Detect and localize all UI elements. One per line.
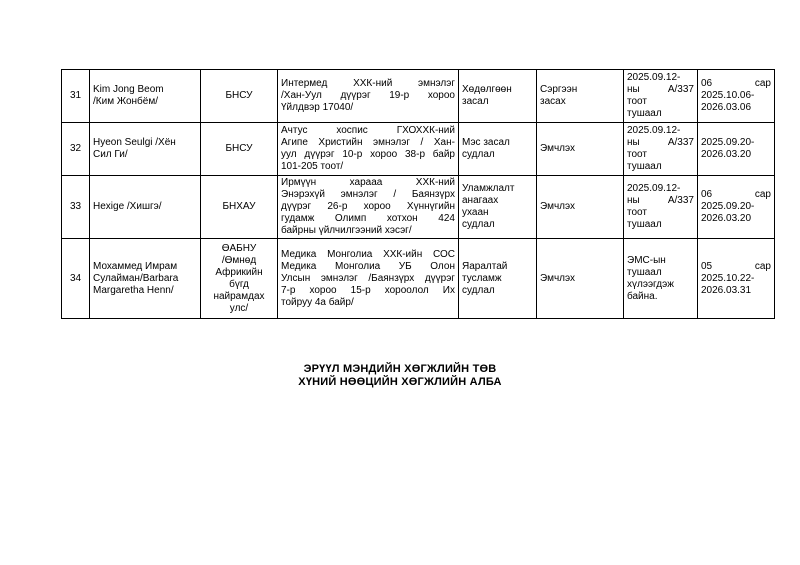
- cell-word: /: [420, 137, 424, 148]
- cell-word: Баянзүрх: [411, 189, 455, 200]
- cell-line: [281, 125, 455, 137]
- cell-line: Мэс засал: [462, 137, 510, 148]
- cell-line: Эмчлэх: [540, 143, 575, 154]
- cell-line: тусламж: [462, 272, 502, 284]
- cell-line: 2025.09.12-: [627, 125, 681, 136]
- cell-word: Монголиа: [334, 260, 381, 272]
- term-cell: [698, 123, 775, 176]
- cell-word: УБ: [398, 260, 412, 272]
- cell-word: Ирмүүн: [281, 177, 317, 188]
- cell-line: Уламжлалт: [462, 183, 515, 194]
- nationality-cell: [201, 123, 278, 176]
- cell-line: Хөдөлгөөн: [462, 84, 512, 95]
- cell-line: Үйлдвэр 17040/: [281, 102, 354, 113]
- cell-line: 2025.10.22-: [701, 272, 755, 284]
- cell-line: байрны үйлчилгээний хэсэг/: [281, 225, 412, 236]
- cell-line: [281, 213, 455, 225]
- cell-word: 38-р: [405, 149, 426, 160]
- cell-word: хороолол: [384, 284, 429, 296]
- row-number-cell: 31: [62, 70, 90, 123]
- specialty-cell: [459, 70, 537, 123]
- cell-word: ны: [627, 195, 640, 206]
- cell-line: Яаралтай: [462, 260, 508, 272]
- order-cell: [624, 123, 698, 176]
- cell-line: 2025.09.20-: [701, 201, 755, 212]
- cell-word: байр: [432, 149, 455, 160]
- cell-word: /: [393, 189, 397, 200]
- specialty-cell: [459, 239, 537, 319]
- cell-line: [281, 189, 455, 201]
- cell-line: Африкийн: [215, 266, 263, 278]
- cell-line: БНХАУ: [222, 201, 256, 212]
- name-cell: [90, 123, 201, 176]
- cell-line: Margaretha Henn/: [93, 284, 174, 296]
- cell-line: [701, 189, 771, 201]
- cell-line: [281, 137, 455, 149]
- cell-word: гудамж: [281, 213, 315, 224]
- cell-word: А/337: [667, 195, 694, 206]
- cell-word: дүүрэг: [281, 201, 312, 212]
- cell-word: хороо: [370, 149, 398, 160]
- activity-cell: [537, 239, 624, 319]
- order-cell: [624, 176, 698, 239]
- cell-line: судлал: [462, 284, 495, 296]
- cell-line: Kim Jong Beom: [93, 84, 164, 95]
- cell-line: [281, 285, 455, 297]
- cell-word: ХХК-ийн: [383, 248, 423, 260]
- table-row: [62, 239, 775, 319]
- cell-word: 19-р: [389, 90, 410, 101]
- cell-word: уул: [281, 149, 297, 160]
- cell-word: А/337: [667, 137, 694, 148]
- cell-line: Hyeon Seulgi /Хён: [93, 137, 176, 148]
- cell-word: ны: [627, 137, 640, 148]
- cell-word: сар: [754, 189, 771, 200]
- cell-word: Хан-: [433, 137, 455, 148]
- cell-line: Эмчлэх: [540, 201, 575, 212]
- cell-line: [281, 273, 455, 285]
- activity-cell: [537, 123, 624, 176]
- name-cell: [90, 70, 201, 123]
- organization-cell: [278, 70, 459, 123]
- cell-line: 2025.10.06-: [701, 90, 755, 101]
- cell-word: 06: [701, 78, 713, 89]
- cell-word: хороо: [363, 201, 391, 212]
- name-cell: [90, 176, 201, 239]
- cell-word: 424: [438, 213, 455, 224]
- cell-word: харааа: [349, 177, 383, 188]
- cell-word: эмнэлэг: [340, 189, 378, 200]
- cell-line: анагаах: [462, 195, 499, 206]
- cell-line: 101-205 тоот/: [281, 161, 344, 172]
- order-cell: [624, 239, 698, 319]
- cell-line: [281, 90, 455, 102]
- cell-word: Хүннүгийн: [406, 201, 455, 212]
- cell-line: ӨАБНУ: [221, 242, 257, 254]
- registration-table: [61, 69, 775, 319]
- cell-line: Hexige /Хишгэ/: [93, 201, 162, 212]
- cell-line: тушаал: [627, 266, 662, 278]
- nationality-cell: [201, 70, 278, 123]
- cell-word: хороо: [427, 90, 455, 101]
- cell-line: Сэргээн: [540, 84, 578, 95]
- cell-line: тойруу 4а байр/: [281, 296, 354, 308]
- organization-cell: [278, 176, 459, 239]
- term-cell: [698, 70, 775, 123]
- order-cell: [624, 70, 698, 123]
- cell-line: [701, 261, 771, 273]
- footer-org-name: ЭРҮҮЛ МЭНДИЙН ХӨГЖЛИЙН ТӨВ: [303, 363, 497, 375]
- cell-word: ны: [627, 84, 640, 95]
- cell-word: ХХК-ний: [353, 78, 393, 89]
- cell-word: Медика: [281, 248, 317, 260]
- cell-word: СОС: [432, 248, 455, 260]
- cell-line: тоот: [627, 207, 647, 218]
- cell-word: хороо: [309, 284, 337, 296]
- cell-line: [281, 201, 455, 213]
- cell-line: Сулайман/Barbara: [93, 272, 179, 284]
- activity-cell: [537, 70, 624, 123]
- activity-cell: [537, 176, 624, 239]
- cell-word: Олимп: [334, 213, 367, 224]
- nationality-cell: [201, 176, 278, 239]
- nationality-cell: [201, 239, 278, 319]
- cell-line: 2025.09.20-: [701, 137, 755, 148]
- cell-word: хотхон: [386, 213, 418, 224]
- cell-line: тушаал: [627, 161, 662, 172]
- table-row: [62, 176, 775, 239]
- cell-line: 2026.03.20: [701, 213, 752, 224]
- cell-word: ХХК-ний: [415, 177, 455, 188]
- cell-line: Эмчлэх: [540, 272, 575, 284]
- cell-line: судлал: [462, 149, 495, 160]
- cell-line: БНСУ: [225, 90, 253, 101]
- cell-line: судлал: [462, 219, 495, 230]
- cell-word: эмнэлэг: [418, 78, 455, 89]
- cell-word: ГХОХХК-ний: [396, 125, 455, 136]
- cell-word: Олон: [430, 260, 455, 272]
- cell-line: тоот: [627, 96, 647, 107]
- cell-word: сар: [754, 78, 771, 89]
- cell-line: Мохаммед Имрам: [93, 260, 178, 272]
- cell-word: 26-р: [327, 201, 348, 212]
- cell-line: [627, 137, 694, 149]
- cell-word: дүүрэг: [304, 149, 335, 160]
- cell-word: 05: [701, 260, 713, 272]
- cell-line: тушаал: [627, 219, 662, 230]
- cell-line: БНСУ: [225, 143, 253, 154]
- cell-word: Медика: [281, 260, 317, 272]
- cell-line: /Өмнөд: [221, 254, 257, 266]
- cell-word: сар: [754, 260, 771, 272]
- footer-department-name: ХҮНИЙ НӨӨЦИЙН ХӨГЖЛИЙН АЛБА: [298, 376, 502, 388]
- cell-line: [701, 78, 771, 90]
- cell-word: дүүрэг: [340, 90, 371, 101]
- cell-line: ухаан: [462, 207, 489, 218]
- cell-line: 2026.03.20: [701, 149, 752, 160]
- term-cell: [698, 176, 775, 239]
- cell-line: улс/: [229, 302, 249, 314]
- row-number-cell: 32: [62, 123, 90, 176]
- cell-line: 2026.03.31: [701, 284, 752, 296]
- cell-word: 10-р: [342, 149, 363, 160]
- cell-word: эмнэлэг: [373, 137, 411, 148]
- cell-word: /Баянзүрх: [368, 272, 415, 284]
- cell-line: [281, 177, 455, 189]
- specialty-cell: [459, 123, 537, 176]
- term-cell: [698, 239, 775, 319]
- cell-word: Агипе: [281, 137, 308, 148]
- cell-word: 7-р: [281, 284, 296, 296]
- cell-word: Интермед: [281, 78, 328, 89]
- table-row: [62, 70, 775, 123]
- cell-line: [281, 261, 455, 273]
- cell-word: /Хан-Уул: [281, 90, 322, 101]
- name-cell: [90, 239, 201, 319]
- organization-cell: [278, 123, 459, 176]
- cell-word: дүүрэг: [424, 272, 455, 284]
- cell-line: [281, 78, 455, 90]
- row-number-cell: 33: [62, 176, 90, 239]
- cell-line: [627, 84, 694, 96]
- cell-word: Их: [442, 284, 455, 296]
- cell-word: А/337: [667, 84, 694, 95]
- cell-line: бүгд: [229, 278, 249, 290]
- table-row: [62, 123, 775, 176]
- cell-word: Христийн: [318, 137, 363, 148]
- cell-line: байна.: [627, 290, 658, 302]
- cell-line: ЭМС-ын: [627, 254, 666, 266]
- cell-word: Ачтус: [281, 125, 308, 136]
- cell-line: тушаал: [627, 108, 662, 119]
- cell-line: 2025.09.12-: [627, 72, 681, 83]
- cell-word: Энэрэхүй: [281, 189, 325, 200]
- cell-line: /Ким Жонбём/: [93, 96, 158, 107]
- cell-line: хүлээгдэж: [627, 278, 674, 290]
- cell-line: Сил Ги/: [93, 149, 128, 160]
- cell-line: засал: [462, 96, 489, 107]
- cell-line: тоот: [627, 149, 647, 160]
- cell-line: [281, 149, 455, 161]
- cell-word: Улсын: [281, 272, 311, 284]
- cell-word: эмнэлэг: [320, 272, 358, 284]
- cell-line: [627, 195, 694, 207]
- cell-line: 2026.03.06: [701, 102, 752, 113]
- cell-word: 15-р: [350, 284, 371, 296]
- cell-line: [281, 249, 455, 261]
- cell-line: 2025.09.12-: [627, 183, 681, 194]
- cell-line: найрамдах: [213, 290, 265, 302]
- cell-word: Монголиа: [327, 248, 373, 260]
- cell-word: 06: [701, 189, 713, 200]
- cell-word: хоспис: [336, 125, 368, 136]
- specialty-cell: [459, 176, 537, 239]
- cell-line: засах: [540, 96, 566, 107]
- organization-cell: [278, 239, 459, 319]
- row-number-cell: 34: [62, 239, 90, 319]
